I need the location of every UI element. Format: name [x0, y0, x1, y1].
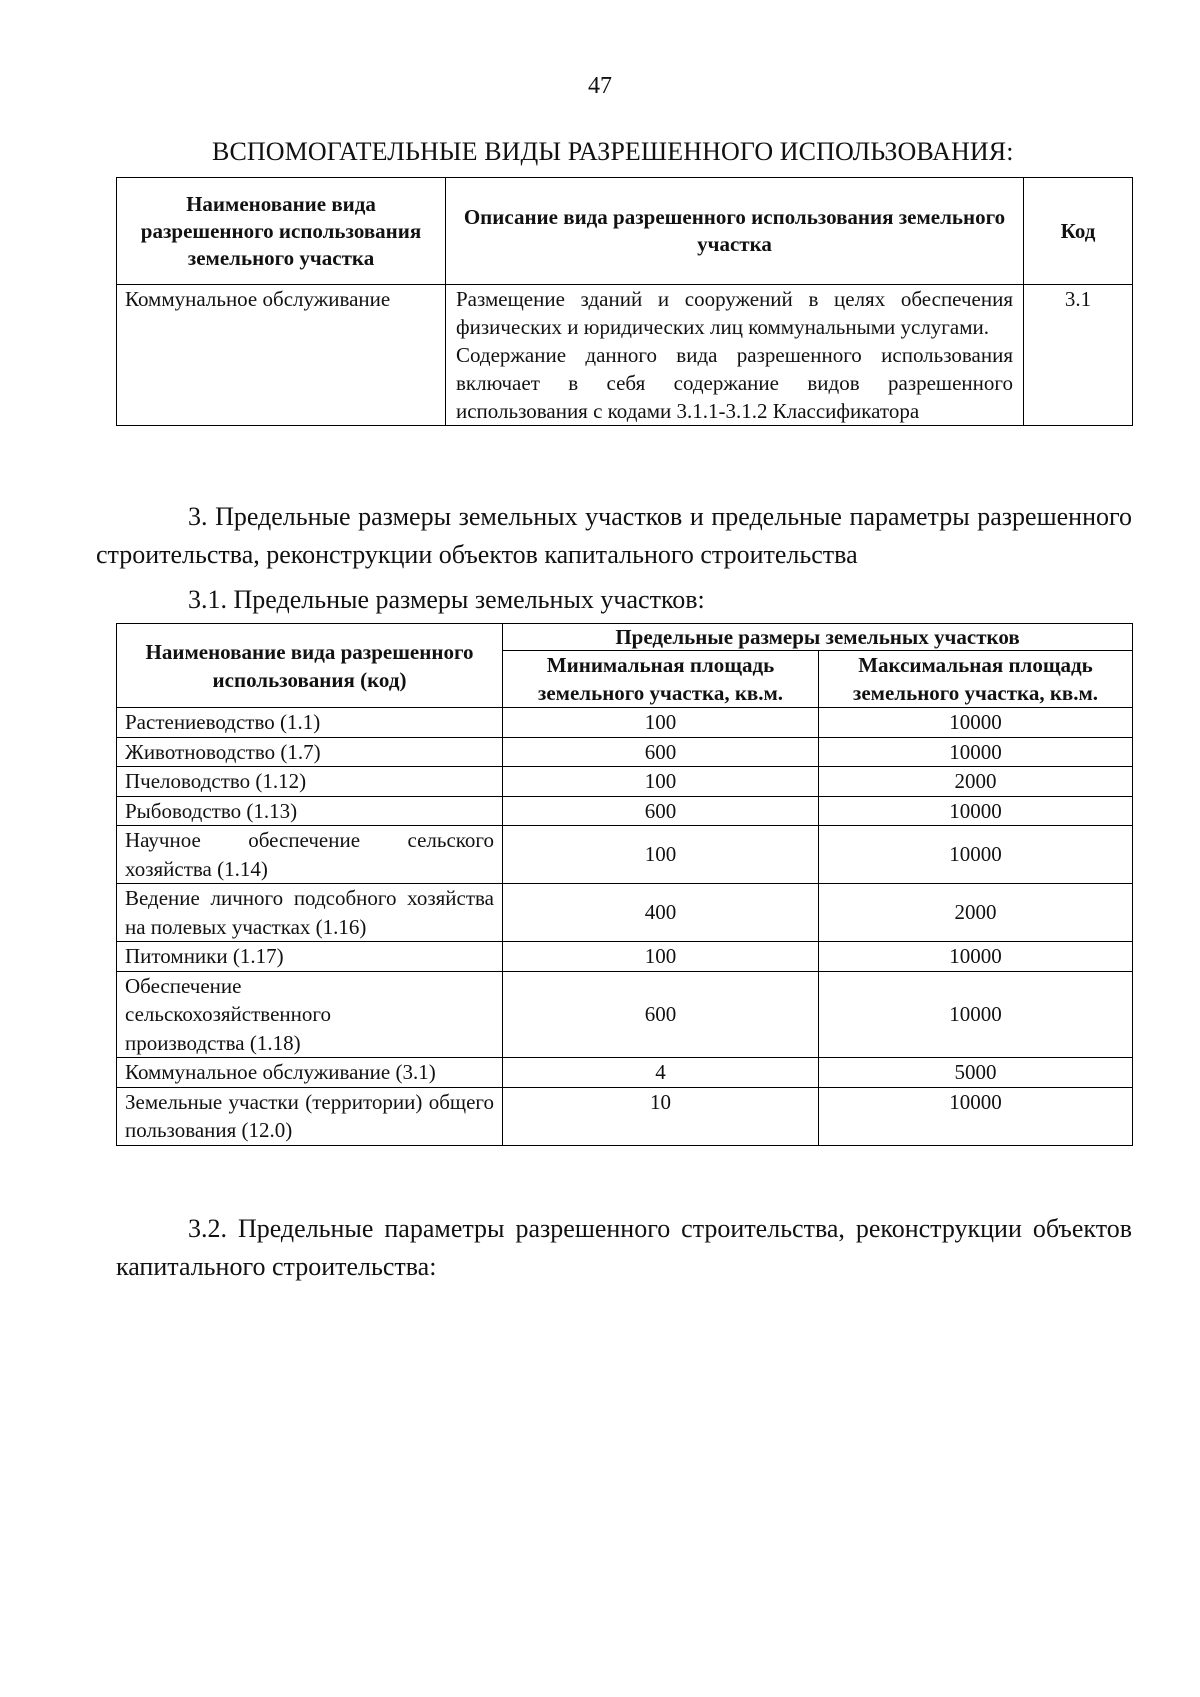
cell-max-area: 10000	[819, 971, 1133, 1058]
table-row	[117, 942, 1133, 972]
section-3-paragraph: 3. Предельные размеры земельных участков и предельные параметры разрешенного строительства, реконструкции объектов капитального строительства	[96, 502, 1132, 569]
cell-use-name: Животноводство (1.7)	[117, 737, 503, 767]
header-use-name-code: Наименование вида разрешенного использования (код)	[117, 624, 503, 708]
header-min-area: Минимальная площадь земельного участка, кв.м.	[503, 651, 819, 708]
table-row	[117, 796, 1133, 826]
cell-use-name: Коммунальное обслуживание	[117, 285, 446, 426]
cell-use-name: Ведение личного подсобного хозяйства на полевых участках (1.16)	[117, 884, 503, 942]
cell-use-name: Рыбоводство (1.13)	[117, 796, 503, 826]
table-header-row	[117, 178, 1133, 285]
cell-use-name: Пчеловодство (1.12)	[117, 767, 503, 797]
cell-min-area: 100	[503, 708, 819, 738]
page-number: 47	[588, 73, 612, 99]
cell-max-area: 10000	[819, 708, 1133, 738]
table-row	[117, 708, 1133, 738]
table-row	[117, 285, 1133, 426]
cell-use-name: Научное обеспечение сельского хозяйства (1.14)	[117, 826, 503, 884]
header-use-name: Наименование вида разрешенного использования земельного участка	[117, 178, 446, 285]
cell-min-area: 100	[503, 942, 819, 972]
cell-min-area: 600	[503, 971, 819, 1058]
table-row	[117, 737, 1133, 767]
table-row	[117, 1087, 1133, 1145]
header-max-area: Максимальная площадь земельного участка, кв.м.	[819, 651, 1133, 708]
cell-min-area: 400	[503, 884, 819, 942]
cell-max-area: 10000	[819, 796, 1133, 826]
cell-max-area: 10000	[819, 942, 1133, 972]
cell-max-area: 10000	[819, 1087, 1133, 1145]
land-plot-sizes-table	[116, 623, 1133, 1146]
cell-use-name: Питомники (1.17)	[117, 942, 503, 972]
cell-use-name: Обеспечение сельскохозяйственного производства (1.18)	[117, 971, 503, 1058]
table-row	[117, 971, 1133, 1058]
aux-uses-heading: ВСПОМОГАТЕЛЬНЫЕ ВИДЫ РАЗРЕШЕННОГО ИСПОЛЬЗОВАНИЯ:	[212, 137, 1014, 166]
cell-max-area: 10000	[819, 737, 1133, 767]
table-header-row	[117, 624, 1133, 651]
cell-use-name: Растениеводство (1.1)	[117, 708, 503, 738]
cell-min-area: 600	[503, 796, 819, 826]
cell-max-area: 2000	[819, 884, 1133, 942]
table-row	[117, 1058, 1133, 1088]
section-3-1-heading: 3.1. Предельные размеры земельных участков:	[188, 585, 705, 614]
cell-min-area: 100	[503, 826, 819, 884]
header-use-description: Описание вида разрешенного использования земельного участка	[446, 178, 1024, 285]
header-size-limits: Предельные размеры земельных участков	[503, 624, 1133, 651]
cell-use-description	[446, 285, 1024, 426]
description-paragraph: Размещение зданий и сооружений в целях обеспечения физических и юридических лиц коммунальными услугами.	[456, 287, 1013, 339]
cell-max-area: 5000	[819, 1058, 1133, 1088]
cell-use-name: Земельные участки (территории) общего пользования (12.0)	[117, 1087, 503, 1145]
cell-max-area: 2000	[819, 767, 1133, 797]
cell-min-area: 10	[503, 1087, 819, 1145]
table-row	[117, 884, 1133, 942]
table-row	[117, 767, 1133, 797]
description-paragraph: Содержание данного вида разрешенного использования включает в себя содержание видов разрешенного использования с кодами 3.1.1-3.1.2 Классификатора	[456, 343, 1013, 423]
aux-uses-table	[116, 177, 1133, 426]
cell-max-area: 10000	[819, 826, 1133, 884]
section-3-2-paragraph: 3.2. Предельные параметры разрешенного строительства, реконструкции объектов капитального строительства:	[116, 1214, 1132, 1281]
cell-use-name: Коммунальное обслуживание (3.1)	[117, 1058, 503, 1088]
cell-min-area: 100	[503, 767, 819, 797]
table-row	[117, 826, 1133, 884]
cell-code: 3.1	[1024, 285, 1133, 426]
cell-min-area: 4	[503, 1058, 819, 1088]
cell-min-area: 600	[503, 737, 819, 767]
header-code: Код	[1024, 178, 1133, 285]
